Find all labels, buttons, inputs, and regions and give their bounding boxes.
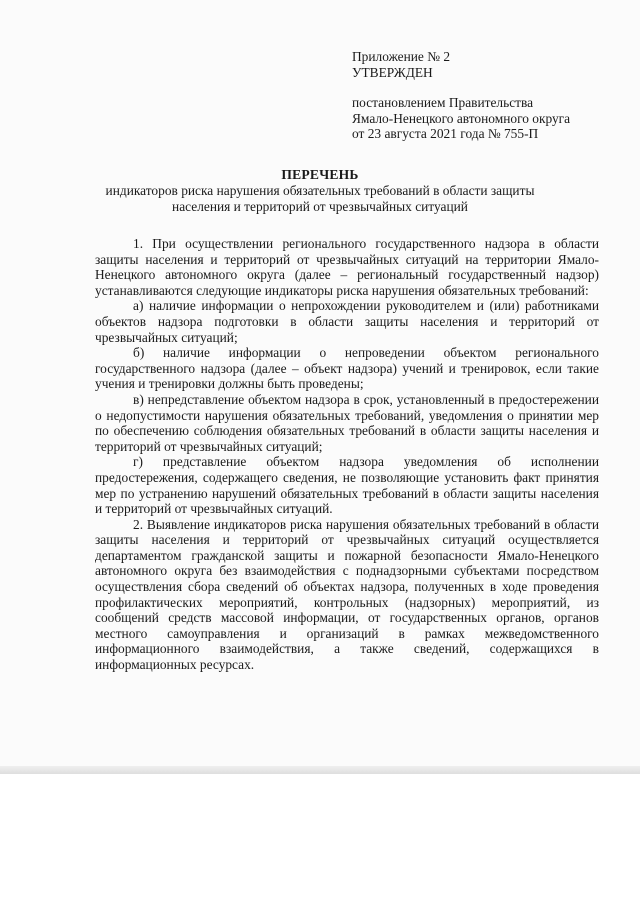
approval-date-line: от 23 августа 2021 года № 755-П bbox=[352, 126, 539, 141]
paragraph-1g: г) представление объектом надзора уведомления об исполнении предостережения, содержащего сведения, не позволяющие установить факт принятия мер по устранению нарушений обязательных требований в области защиты населения и территорий от чрезвычайных ситуаций. bbox=[95, 454, 599, 517]
scan-edge bbox=[0, 766, 640, 774]
approved-label: УТВЕРЖДЕН bbox=[352, 64, 433, 80]
spacer bbox=[352, 80, 570, 95]
appendix-number: Приложение № 2 bbox=[352, 49, 451, 64]
approval-region-line: Ямало-Ненецкого автономного округа bbox=[352, 110, 571, 126]
document-title: ПЕРЕЧЕНЬ bbox=[281, 167, 359, 182]
paragraph-1v: в) непредставление объектом надзора в срок, установленный в предостережении о недопустимости нарушения обязательных требований, уведомления о принятии мер по обеспечению соблюдения обязательных требований в области защиты населения и территорий от чрезвычайных ситуаций; bbox=[95, 391, 599, 454]
paragraph-1a: а) наличие информации о непрохождении руководителем и (или) работниками объектов надзора подготовки в области защиты населения и территорий от чрезвычайных ситуаций; bbox=[95, 298, 599, 345]
paragraph-1b: б) наличие информации о непроведении объектом регионального государственного надзора (далее – объект надзора) учений и тренировок, если такие учения и тренировки должны быть проведены; bbox=[95, 345, 599, 392]
approval-resolution-line: постановлением Правительства bbox=[352, 95, 534, 110]
paragraph-1: 1. При осуществлении регионального государственного надзора в области защиты населения и территорий от чрезвычайных ситуаций на территории Ямало-Ненецкого автономного округа (далее – региональный государственный надзор) устанавливаются следующие индикаторы риска нарушения обязательных требований: bbox=[95, 236, 599, 298]
document-body bbox=[95, 236, 599, 673]
document-subtitle: индикаторов риска нарушения обязательных требований в области защиты населения и территорий от чрезвычайных ситуаций bbox=[105, 183, 535, 214]
paragraph-2: 2. Выявление индикаторов риска нарушения обязательных требований в области защиты населения и территорий от чрезвычайных ситуаций осуществляется департаментом гражданской защиты и пожарной безопасности Ямало-Ненецкого автономного округа без взаимодействия с поднадзорными субъектами посредством осуществления сбора сведений об объектах надзора, полученных в ходе проведения профилактических мероприятий, контрольных (надзорных) мероприятий, из сообщений средств массовой информации, от государственных органов, органов местного самоуправления и организаций в рамках межведомственного информационного взаимодействия, а также сведений, содержащихся в информационных ресурсах. bbox=[95, 516, 599, 673]
approval-block bbox=[352, 49, 570, 142]
